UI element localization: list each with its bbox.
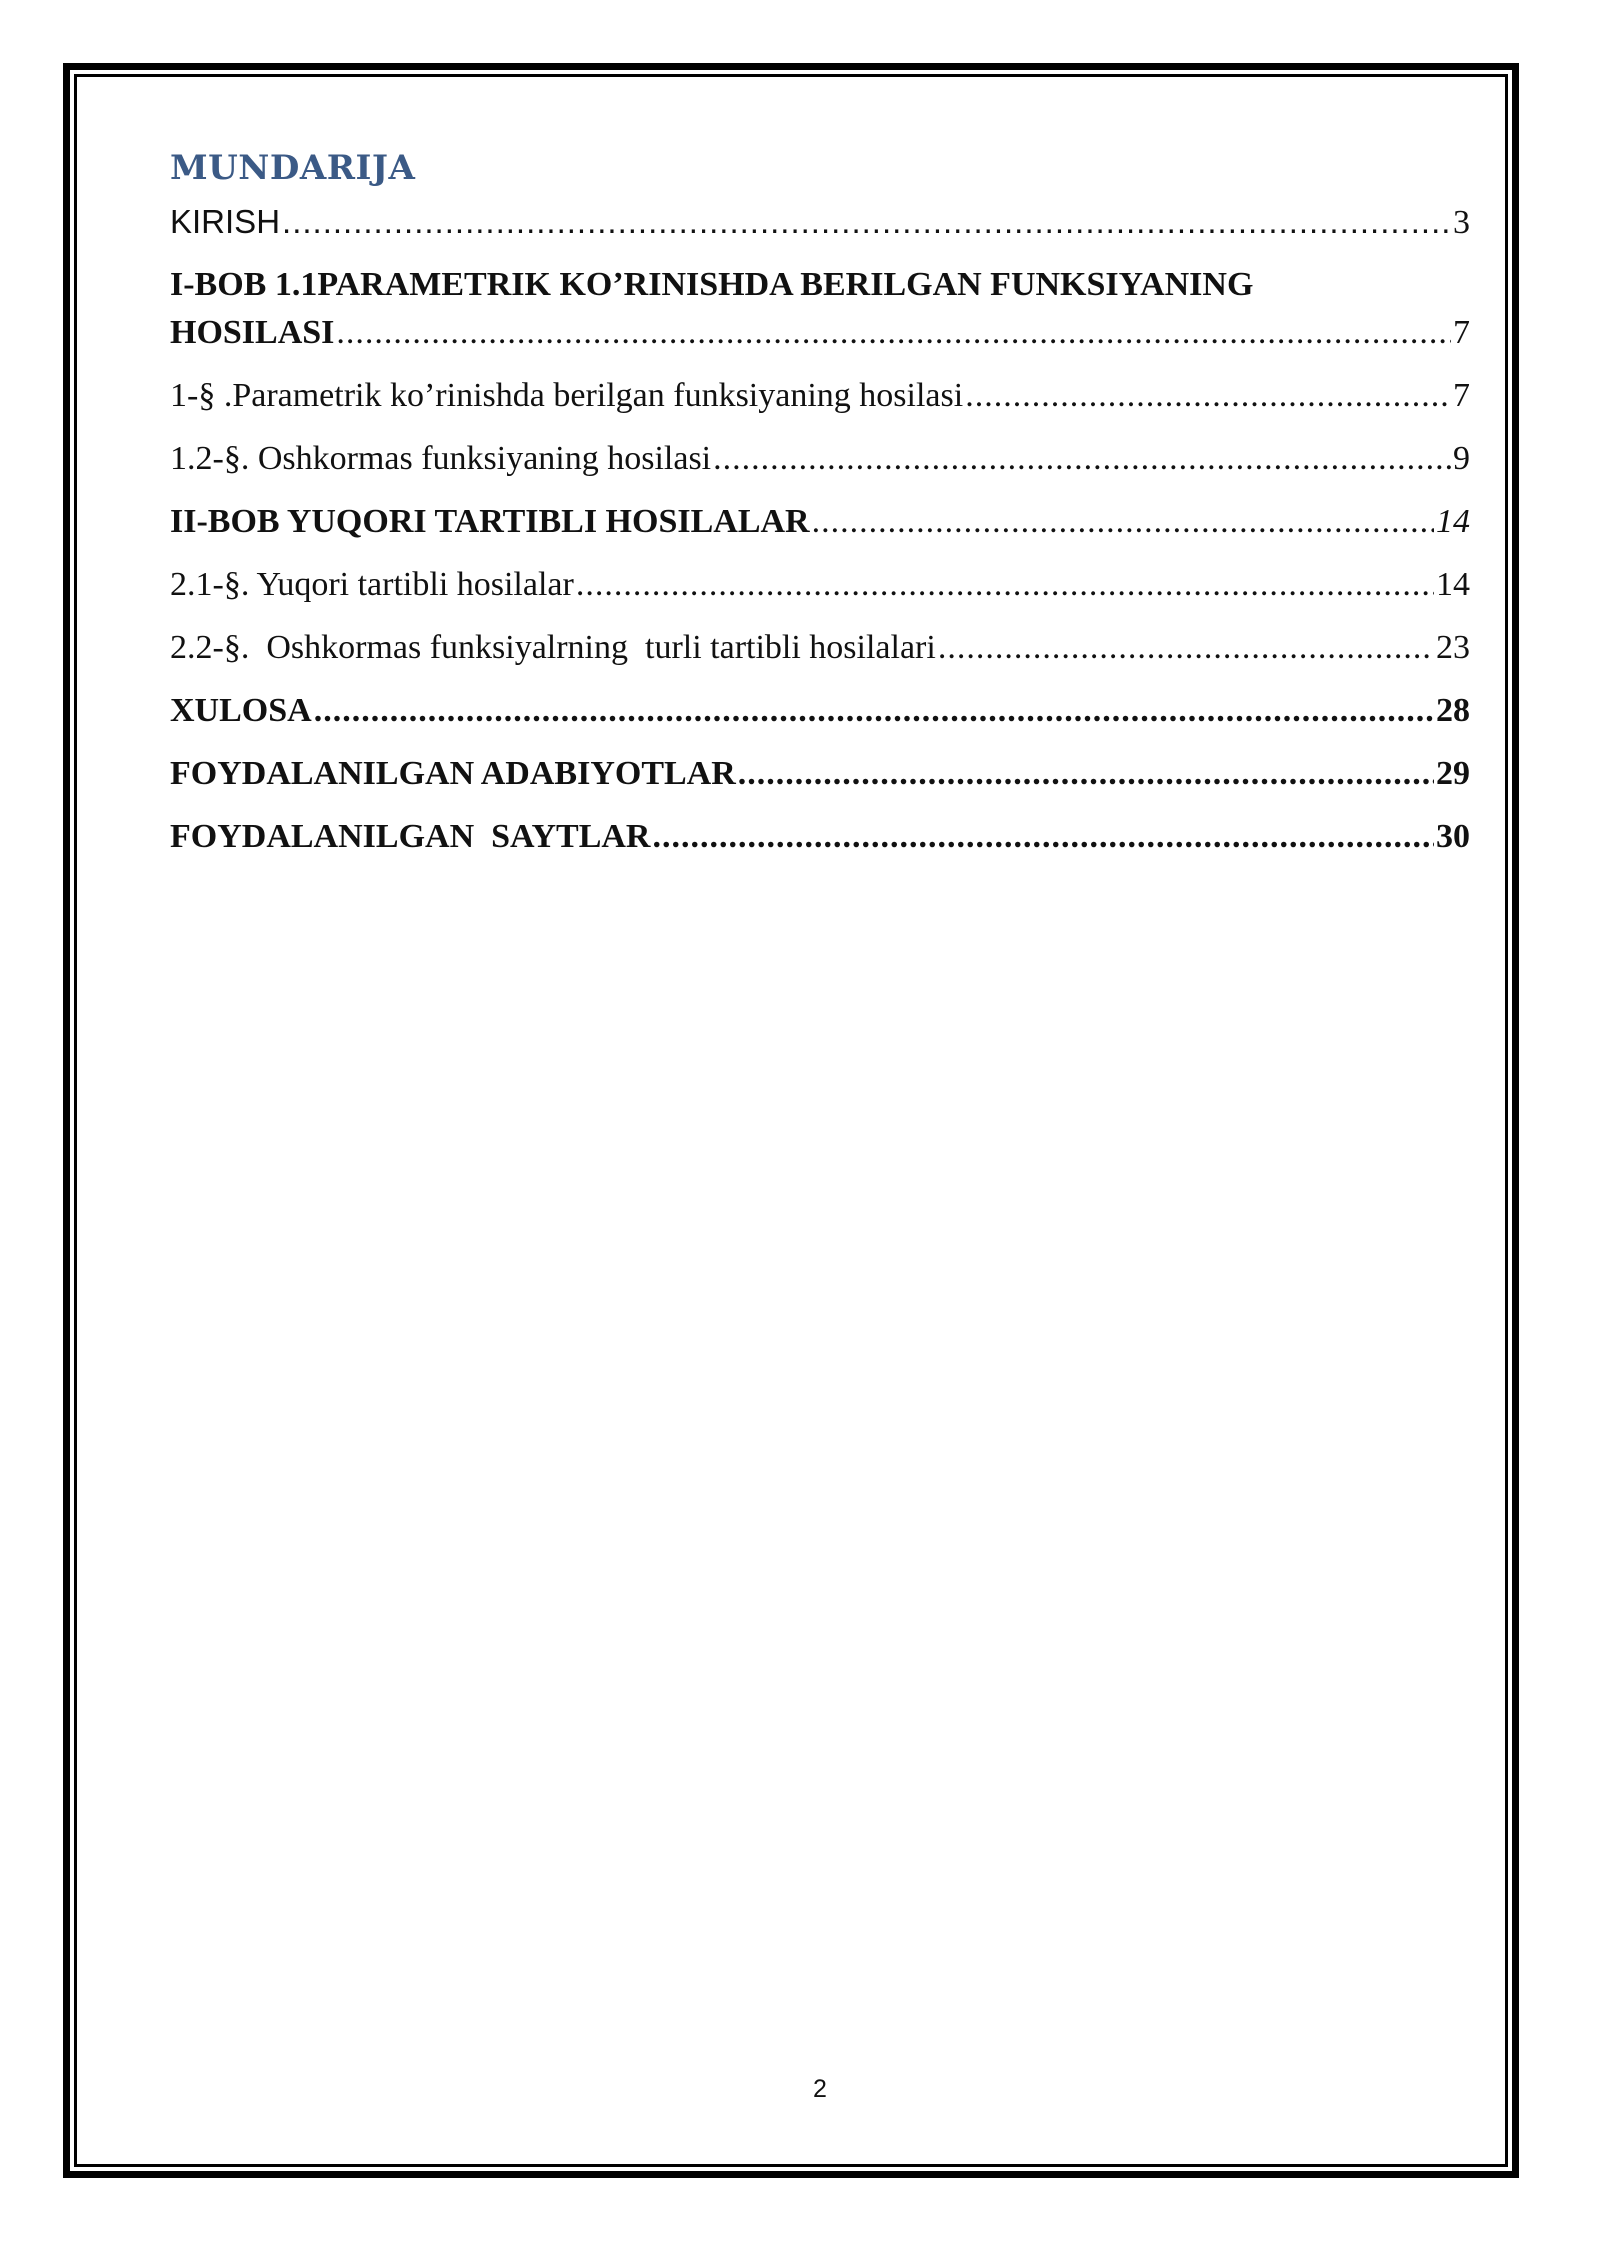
- toc-entry-text: 1-§ .Parametrik ko’rinishda berilgan funksiyaning hosilasi: [170, 377, 964, 414]
- toc-entry-text: FOYDALANILGAN ADABIYOTLAR: [170, 755, 736, 792]
- toc-entry-bob2[interactable]: [170, 498, 1470, 546]
- toc-leader-dots: [314, 687, 1434, 735]
- toc-leader-dots: [812, 498, 1434, 546]
- table-of-contents: [170, 198, 1470, 876]
- toc-entry-page: 29: [1436, 755, 1470, 792]
- page-number: 2: [813, 2075, 827, 2103]
- toc-leader-dots: [713, 435, 1451, 483]
- toc-leader-dots: [576, 561, 1434, 609]
- toc-entry-section-2-1[interactable]: [170, 561, 1470, 609]
- toc-entry-text: FOYDALANILGAN SAYTLAR: [170, 818, 651, 855]
- toc-entry-kirish[interactable]: [170, 198, 1470, 247]
- toc-leader-dots: [652, 813, 1434, 861]
- toc-entry-adabiyotlar[interactable]: [170, 750, 1470, 798]
- toc-entry-text-line1: I-BOB 1.1PARAMETRIK KO’RINISHDA BERILGAN FUNKSIYANING: [170, 266, 1254, 303]
- toc-entry-text: 1.2-§. Oshkormas funksiyaning hosilasi: [170, 440, 712, 477]
- toc-entry-xulosa[interactable]: [170, 687, 1470, 735]
- toc-entry-page: 28: [1436, 692, 1470, 729]
- toc-leader-dots: [938, 624, 1434, 672]
- toc-entry-page: 14: [1436, 566, 1470, 603]
- toc-leader-dots: [965, 372, 1451, 420]
- toc-entry-text: II-BOB YUQORI TARTIBLI HOSILALAR: [170, 503, 810, 540]
- toc-entry-page: 7: [1453, 314, 1470, 351]
- toc-entry-text: XULOSA: [170, 692, 312, 729]
- toc-leader-dots: [738, 750, 1434, 798]
- toc-entry-page: 7: [1453, 377, 1470, 414]
- toc-title: MUNDARIJA: [170, 148, 416, 188]
- toc-entry-page: 23: [1436, 629, 1470, 666]
- toc-entry-page: 9: [1453, 440, 1470, 477]
- toc-entry-bob1[interactable]: [170, 261, 1470, 357]
- toc-entry-text: 2.1-§. Yuqori tartibli hosilalar: [170, 566, 574, 603]
- toc-entry-section-1[interactable]: [170, 372, 1470, 420]
- toc-leader-dots: [282, 198, 1451, 246]
- toc-entry-text: KIRISH: [170, 203, 281, 240]
- toc-entry-text: 2.2-§. Oshkormas funksiyalrning turli tartibli hosilalari: [170, 629, 936, 666]
- toc-entry-section-2-2[interactable]: [170, 624, 1470, 672]
- toc-entry-text-line2: HOSILASI: [170, 314, 335, 351]
- toc-entry-page: 3: [1453, 204, 1470, 241]
- toc-entry-page: 14: [1436, 503, 1470, 540]
- toc-entry-saytlar[interactable]: [170, 813, 1470, 861]
- toc-entry-section-1-2[interactable]: [170, 435, 1470, 483]
- toc-leader-dots: [336, 309, 1451, 357]
- toc-entry-page: 30: [1436, 818, 1470, 855]
